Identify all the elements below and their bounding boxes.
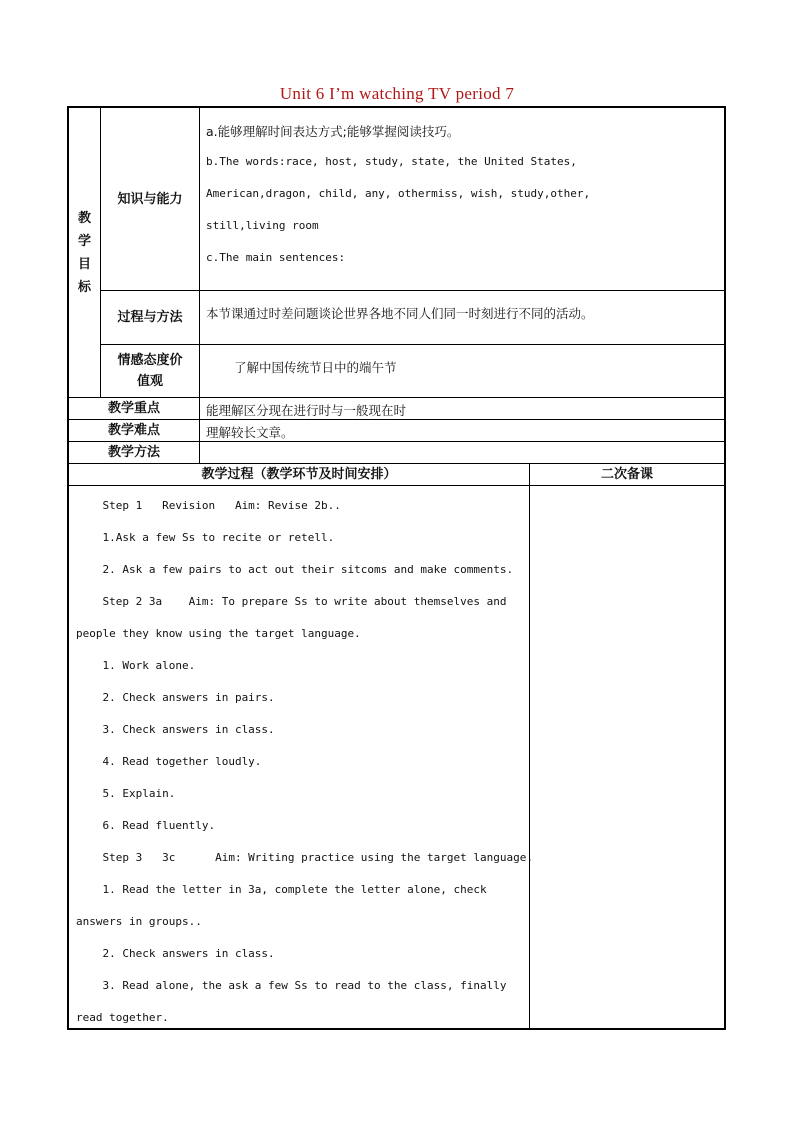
process-method-text: 本节课通过时差问题谈论世界各地不同人们同一时刻进行不同的活动。: [206, 306, 594, 321]
teaching-process-header: 教学过程（教学环节及时间安排）: [201, 467, 397, 482]
goals-char-2: 学: [77, 233, 91, 249]
step-line: 2. Ask a few pairs to act out their sitcoms and make comments.: [76, 563, 514, 576]
emotion-values-label: 情感态度价 值观: [117, 353, 183, 389]
key-points-label: 教学重点: [107, 401, 160, 416]
step-line: read together.: [76, 1011, 169, 1024]
step-line: 2. Check answers in pairs.: [76, 691, 275, 704]
step-line: 1. Read the letter in 3a, complete the letter alone, check: [76, 883, 487, 896]
difficulties-label: 教学难点: [107, 423, 160, 438]
knowledge-line-2: b.The words:race, host, study, state, the United States,: [206, 155, 577, 168]
step-line: 1.Ask a few Ss to recite or retell.: [76, 531, 335, 544]
difficulties-text: 理解较长文章。: [206, 425, 294, 440]
knowledge-line-3: American,dragon, child, any, othermiss, wish, study,other,: [206, 187, 591, 200]
knowledge-line-1: a.能够理解时间表达方式;能够掌握阅读技巧。: [206, 124, 460, 139]
step-line: 1. Work alone.: [76, 659, 196, 672]
knowledge-ability-label: 知识与能力: [117, 191, 183, 207]
step-line: 4. Read together loudly.: [76, 755, 262, 768]
step-line: 3. Read alone, the ask a few Ss to read to the class, finally: [76, 979, 507, 992]
page-title: Unit 6 I’m watching TV period 7: [279, 84, 515, 103]
goals-char-3: 目: [77, 256, 91, 272]
key-points-text: 能理解区分现在进行时与一般现在时: [206, 403, 407, 418]
methods-label: 教学方法: [107, 445, 160, 460]
step-line: 3. Check answers in class.: [76, 723, 275, 736]
step-line: 2. Check answers in class.: [76, 947, 275, 960]
knowledge-line-4: still,living room: [206, 219, 319, 232]
step-line: answers in groups..: [76, 915, 202, 928]
goals-char-1: 教: [77, 210, 91, 226]
step-line: Step 1 Revision Aim: Revise 2b..: [76, 499, 341, 512]
step-line: Step 3 3c Aim: Writing practice using the target language.: [76, 851, 533, 864]
step-line: 6. Read fluently.: [76, 819, 216, 832]
teaching-goals-label: [69, 108, 100, 397]
step-line: people they know using the target language.: [76, 627, 361, 640]
goals-char-4: 标: [77, 279, 91, 295]
step-line: Step 2 3a Aim: To prepare Ss to write about themselves and: [76, 595, 507, 608]
second-prep-header: 二次备课: [600, 467, 653, 482]
emotion-values-text: 了解中国传统节日中的端午节: [234, 360, 397, 375]
process-method-label: 过程与方法: [117, 310, 183, 325]
step-line: 5. Explain.: [76, 787, 176, 800]
knowledge-line-5: c.The main sentences:: [206, 251, 346, 264]
